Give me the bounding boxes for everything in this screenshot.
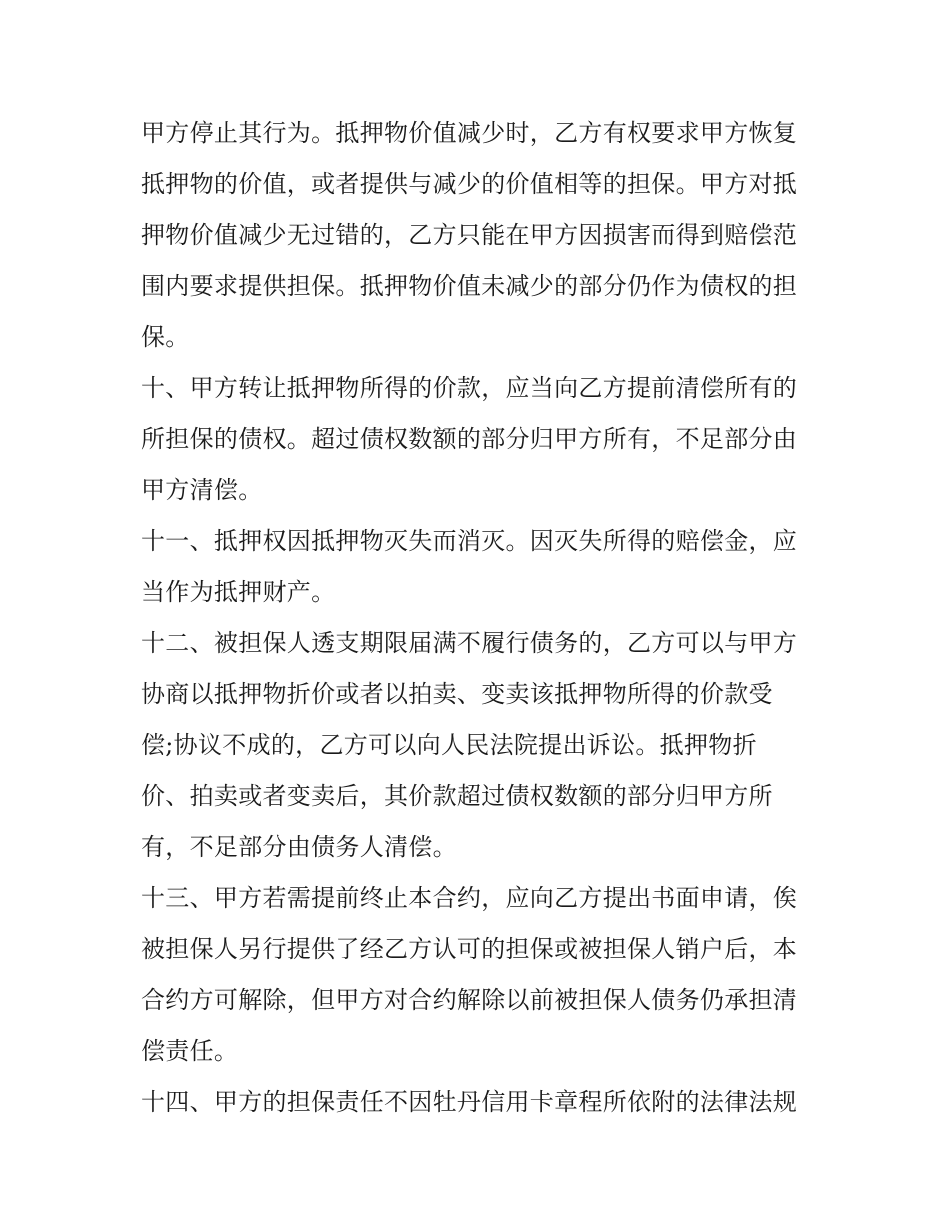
- text-line: 押物价值减少无过错的，乙方只能在甲方因损害而得到赔偿范: [141, 221, 798, 249]
- text-line: 十二、被担保人透支期限届满不履行债务的，乙方可以与甲方: [141, 629, 798, 657]
- text-line: 被担保人另行提供了经乙方认可的担保或被担保人销户后，本: [141, 935, 798, 963]
- text-line: 甲方清偿。: [141, 476, 263, 504]
- text-line: 当作为抵押财产。: [141, 578, 336, 606]
- text-line: 合约方可解除，但甲方对合约解除以前被担保人债务仍承担清: [141, 986, 798, 1014]
- text-line: 价、拍卖或者变卖后，其价款超过债权数额的部分归甲方所: [141, 782, 773, 810]
- text-line: 偿责任。: [141, 1037, 239, 1065]
- text-line: 围内要求提供担保。抵押物价值未减少的部分仍作为债权的担: [141, 272, 798, 300]
- text-line: 甲方停止其行为。抵押物价值减少时，乙方有权要求甲方恢复: [141, 119, 798, 147]
- text-line: 所担保的债权。超过债权数额的部分归甲方所有，不足部分由: [141, 425, 798, 453]
- text-line: 十四、甲方的担保责任不因牡丹信用卡章程所依附的法律法规: [141, 1088, 798, 1116]
- text-line: 有，不足部分由债务人清偿。: [141, 833, 457, 861]
- text-line: 保。: [141, 323, 190, 351]
- text-line: 十、甲方转让抵押物所得的价款，应当向乙方提前清偿所有的: [141, 374, 798, 402]
- text-line: 十一、抵押权因抵押物灭失而消灭。因灭失所得的赔偿金，应: [141, 527, 798, 555]
- text-line: 抵押物的价值，或者提供与减少的价值相等的担保。甲方对抵: [141, 170, 798, 198]
- text-line: 偿;协议不成的，乙方可以向人民法院提出诉讼。抵押物折: [141, 731, 757, 759]
- text-line: 十三、甲方若需提前终止本合约，应向乙方提出书面申请，俟: [141, 884, 798, 912]
- text-line: 协商以抵押物折价或者以拍卖、变卖该抵押物所得的价款受: [141, 680, 773, 708]
- document-body: [141, 108, 841, 1128]
